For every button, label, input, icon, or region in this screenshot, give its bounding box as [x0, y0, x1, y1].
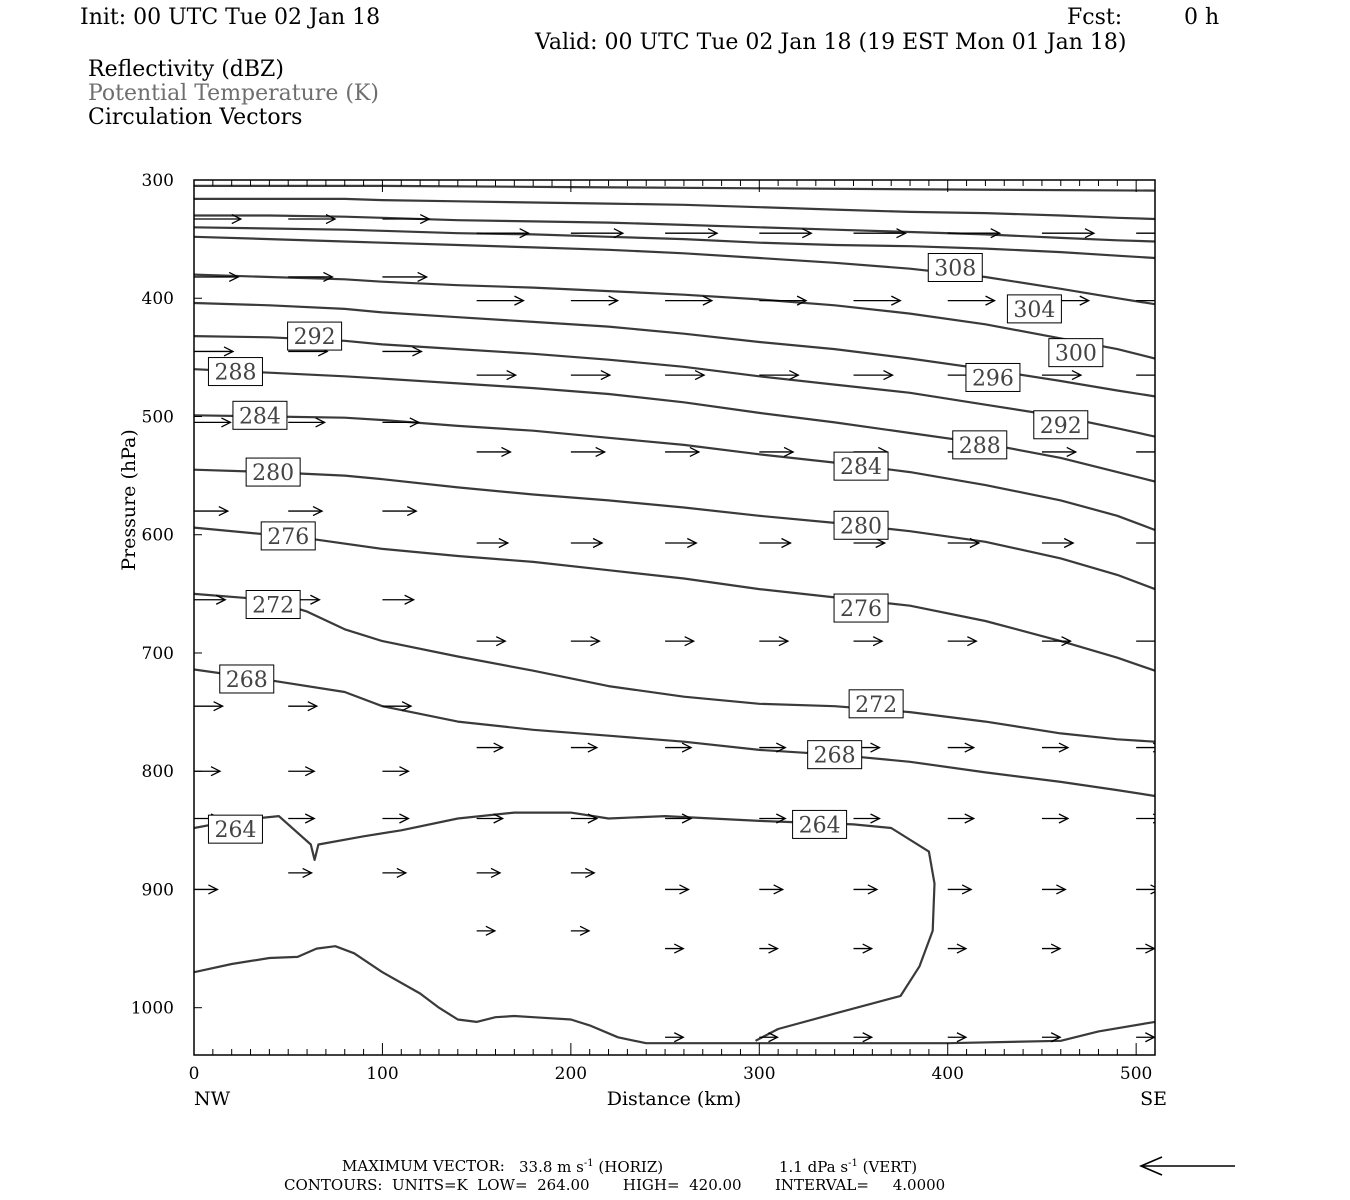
contour-label — [808, 741, 862, 769]
contour-label-value: 292 — [293, 325, 336, 351]
circulation-vector — [1136, 637, 1165, 646]
circulation-vector — [194, 702, 223, 711]
contour-label — [261, 522, 315, 550]
circulation-vector — [477, 229, 529, 238]
max-vector-horizontal — [519, 1159, 663, 1175]
circulation-vector — [571, 743, 597, 752]
contour-info: CONTOURS: UNITS=K LOW= 264.00 HIGH= 420.00 INTERVAL= 4.0000 — [284, 1176, 946, 1194]
circulation-vector — [571, 926, 589, 935]
y-tick-label: 400 — [141, 289, 174, 310]
circulation-vector — [382, 215, 429, 224]
isentrope-320 — [194, 186, 1155, 191]
init-time: Init: 00 UTC Tue 02 Jan 18 — [80, 5, 381, 30]
units-exponent-horiz: -1 — [583, 1158, 594, 1169]
contour-label-value: 268 — [225, 667, 268, 693]
circulation-vector — [854, 814, 880, 823]
axis-tick-layer — [131, 171, 1153, 1084]
vector-head — [1174, 296, 1183, 305]
contour-label-value: 264 — [214, 818, 257, 844]
circulation-vector — [759, 944, 777, 953]
circulation-vector — [1136, 814, 1162, 823]
vector-head — [1166, 371, 1175, 380]
contour-label — [953, 431, 1007, 459]
contour-label-value: 284 — [840, 455, 883, 481]
circulation-vector — [571, 868, 594, 877]
circulation-vector — [1136, 296, 1183, 305]
circulation-vector — [1136, 885, 1159, 894]
max-vector-label: MAXIMUM VECTOR: — [342, 1157, 505, 1175]
contour-label-value: 288 — [958, 433, 1001, 459]
contour-label — [288, 322, 342, 350]
y-tick-label: 600 — [141, 525, 174, 546]
contour-label-value: 276 — [840, 597, 883, 623]
isentrope-272 — [194, 594, 1155, 742]
circulation-vector — [948, 944, 966, 953]
y-tick-label: 1000 — [130, 998, 174, 1019]
contour-label-value: 296 — [971, 366, 1014, 392]
contour-label-value: 276 — [267, 524, 310, 550]
contour-label — [834, 452, 888, 480]
circulation-vector — [382, 767, 408, 776]
circulation-vector — [854, 637, 883, 646]
circulation-vector — [288, 868, 311, 877]
contour-label-value: 284 — [238, 404, 281, 430]
circulation-vector — [948, 637, 977, 646]
contour-label — [1007, 295, 1061, 323]
circulation-vector — [571, 539, 602, 548]
isentrope-264 — [194, 813, 935, 1041]
circulation-vector — [571, 296, 618, 305]
circulation-vector — [665, 296, 712, 305]
circulation-vector — [288, 702, 317, 711]
circulation-vector — [1136, 944, 1154, 953]
circulation-vector — [665, 539, 696, 548]
forecast-hour: 0 h — [1184, 5, 1220, 30]
isentrope-276 — [194, 528, 1155, 671]
contour-label — [966, 363, 1020, 391]
contour-label — [246, 458, 300, 486]
contour-label — [1034, 411, 1088, 439]
circulation-vector — [288, 507, 322, 516]
circulation-vector — [382, 507, 416, 516]
circulation-vector — [477, 447, 511, 456]
circulation-vector — [288, 418, 324, 427]
contour-label-value: 300 — [1054, 341, 1097, 367]
contour-label — [208, 358, 262, 386]
circulation-vector — [948, 1033, 966, 1042]
circulation-vector — [759, 637, 788, 646]
circulation-vector — [665, 1033, 683, 1042]
reference-vector — [1141, 1157, 1235, 1175]
max-vector-horizontal-value: 33.8 m s — [519, 1158, 584, 1176]
circulation-vector — [948, 296, 995, 305]
circulation-vector — [288, 272, 332, 281]
x-tick-label: 200 — [554, 1064, 588, 1084]
circulation-vector — [665, 944, 683, 953]
max-vector-vertical — [779, 1159, 917, 1175]
circulation-vector — [477, 539, 508, 548]
circulation-vector — [571, 447, 605, 456]
x-tick-label: 400 — [931, 1064, 964, 1084]
circulation-vector — [571, 371, 610, 380]
y-tick-label: 700 — [141, 643, 174, 664]
isentrope-264 — [194, 946, 1155, 1043]
contour-label-value: 272 — [855, 692, 898, 718]
contour-label-value: 304 — [1013, 297, 1056, 323]
contour-label-value: 292 — [1039, 413, 1082, 439]
circulation-vector — [665, 637, 694, 646]
circulation-vector — [854, 944, 872, 953]
contour-label — [233, 401, 287, 429]
contour-label — [793, 810, 847, 838]
circulation-vector — [1042, 885, 1065, 894]
x-tick-label: 500 — [1119, 1064, 1153, 1084]
contour-label-value: 264 — [798, 813, 841, 839]
circulation-vector — [382, 272, 426, 281]
y-tick-label: 300 — [141, 171, 174, 191]
circulation-vector — [571, 637, 600, 646]
circulation-vector — [948, 743, 974, 752]
circulation-vector — [1136, 229, 1188, 238]
circulation-vector — [665, 371, 704, 380]
circulation-vector — [1042, 944, 1060, 953]
circulation-vector — [759, 229, 811, 238]
circulation-vector — [1136, 539, 1167, 548]
circulation-vector — [477, 868, 500, 877]
x-axis-title: Distance (km) — [606, 1088, 742, 1110]
circulation-vector — [194, 507, 228, 516]
circulation-vector — [477, 926, 495, 935]
max-vector-vertical-value: 1.1 dPa s — [779, 1158, 849, 1176]
contour-label — [834, 594, 888, 622]
circulation-vector — [1042, 743, 1068, 752]
circulation-vector — [1042, 814, 1068, 823]
contour-label — [849, 690, 903, 718]
forecast-label: Fcst: — [1067, 5, 1123, 30]
valid-time: Valid: 00 UTC Tue 02 Jan 18 (19 EST Mon 01 Jan 18) — [535, 30, 1127, 55]
vector-head — [1158, 539, 1167, 548]
circulation-vector — [477, 637, 506, 646]
circulation-vector — [854, 296, 901, 305]
contour-label-layer — [208, 254, 1102, 844]
y-tick-label: 800 — [141, 762, 174, 783]
contour-label-value: 280 — [840, 514, 883, 540]
circulation-vector — [854, 371, 893, 380]
circulation-vector — [194, 347, 233, 356]
circulation-vector — [382, 868, 405, 877]
contour-label — [928, 254, 982, 282]
field-potential-temperature: Potential Temperature (K) — [88, 81, 379, 106]
circulation-vector — [1136, 743, 1162, 752]
circulation-vector — [759, 296, 806, 305]
circulation-vector — [288, 767, 314, 776]
circulation-vector — [382, 595, 413, 604]
vector-head — [1161, 447, 1170, 456]
circulation-vector — [194, 418, 230, 427]
circulation-vector — [382, 347, 421, 356]
vector-head — [1156, 637, 1165, 646]
x-endpoint-nw: NW — [194, 1088, 231, 1110]
circulation-vector — [948, 814, 974, 823]
contour-label — [246, 590, 300, 618]
circulation-vector — [477, 371, 516, 380]
circulation-vector — [288, 814, 314, 823]
contour-label — [834, 511, 888, 539]
contour-label — [220, 665, 274, 693]
isentrope-284 — [194, 415, 1155, 530]
circulation-vector — [948, 885, 971, 894]
contour-label — [208, 815, 262, 843]
circulation-vector — [665, 743, 691, 752]
circulation-vector — [1136, 447, 1170, 456]
contour-label — [1049, 339, 1103, 367]
field-circulation-vectors: Circulation Vectors — [88, 105, 303, 130]
circulation-vector — [665, 885, 688, 894]
contour-label-value: 272 — [252, 593, 295, 619]
y-tick-label: 500 — [141, 407, 174, 428]
field-reflectivity: Reflectivity (dBZ) — [88, 57, 284, 82]
contour-label-value: 308 — [934, 256, 977, 282]
circulation-vector — [665, 229, 717, 238]
units-exponent-vert: -1 — [848, 1158, 858, 1169]
circulation-vector — [1042, 539, 1073, 548]
isentrope-268 — [194, 667, 1155, 797]
circulation-vector — [854, 885, 877, 894]
circulation-vector — [854, 1033, 872, 1042]
y-axis-title: Pressure (hPa) — [118, 429, 140, 571]
x-tick-label: 0 — [188, 1064, 200, 1084]
circulation-vector — [665, 447, 699, 456]
circulation-vector — [854, 539, 885, 548]
x-tick-label: 100 — [366, 1064, 399, 1084]
y-tick-label: 900 — [141, 880, 174, 901]
contour-label-value: 288 — [214, 360, 257, 386]
x-tick-label: 300 — [743, 1064, 776, 1084]
circulation-vector — [382, 814, 408, 823]
circulation-vector — [759, 885, 782, 894]
horiz-tag: (HORIZ) — [598, 1158, 664, 1176]
circulation-vector — [1136, 1033, 1154, 1042]
isentrope-280 — [194, 470, 1155, 589]
contour-label-value: 268 — [813, 743, 856, 769]
contour-label-value: 280 — [252, 461, 295, 487]
vector-head — [1179, 229, 1188, 238]
circulation-vector — [382, 418, 418, 427]
vert-tag: (VERT) — [862, 1158, 918, 1176]
circulation-vector — [759, 539, 790, 548]
circulation-vector — [477, 743, 503, 752]
circulation-vector — [948, 229, 1000, 238]
circulation-vector — [477, 296, 524, 305]
x-endpoint-se: SE — [1140, 1088, 1167, 1110]
